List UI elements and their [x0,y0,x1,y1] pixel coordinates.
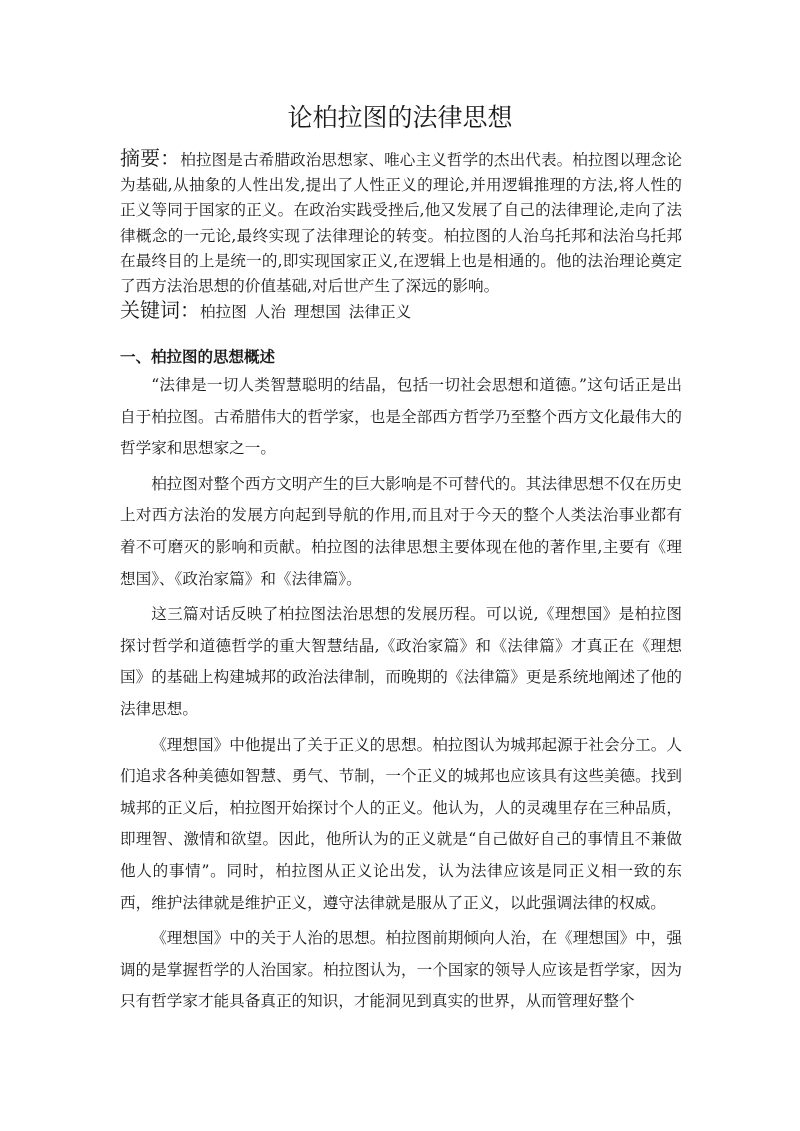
keyword-item: 理想国 [294,303,341,321]
document-title: 论柏拉图的法律思想 [287,103,513,132]
section-body [120,370,682,1022]
abstract-text: 柏拉图是古希腊政治思想家、唯心主义哲学的杰出代表。柏拉图以理念论为基础,从抽象的人性出发,提出了人性正义的理论,并用逻辑推理的方法,将人性的正义等同于国家的正义。在政治实践受挫后,他又发展了自己的法律理论,走向了法律概念的一元论,最终实现了法律理论的转变。柏拉图的人治乌托邦和法治乌托邦在最终目的上是统一的,即实现国家正义,在逻辑上也是相通的。他的法治理论奠定了西方法治思想的价值基础,对后世产生了深远的影响。 [120,151,682,296]
keyword-item: 柏拉图 [200,303,247,321]
abstract-label: 摘要： [120,146,181,170]
body-paragraph: 《理想国》中的关于人治的思想。柏拉图前期倾向人治，在《理想国》中，强调的是掌握哲学的人治国家。柏拉图认为，一个国家的领导人应该是哲学家，因为只有哲学家才能具备真正的知识，才能洞见到真实的世界，从而管理好整个 [120,929,682,1011]
body-paragraph: 这三篇对话反映了柏拉图法治思想的发展历程。可以说,《理想国》是柏拉图探讨哲学和道德哲学的重大智慧结晶,《政治家篇》和《法律篇》才真正在《理想国》的基础上构建城邦的政治法律制，而晚期的《法律篇》更是系统地阐述了他的法律思想。 [120,605,682,718]
body-paragraph: 《理想国》中他提出了关于正义的思想。柏拉图认为城邦起源于社会分工。人们追求各种美德如智慧、勇气、节制，一个正义的城邦也应该具有这些美德。找到城邦的正义后，柏拉图开始探讨个人的正义。他认为，人的灵魂里存在三种品质，即理智、激情和欲望。因此，他所认为的正义就是“自己做好自己的事情且不兼做他人的事情”。同时，柏拉图从正义论出发，认为法律应该是同正义相一致的东西，维护法律就是维护正义，遵守法律就是服从了正义，以此强调法律的权威。 [120,735,682,912]
keywords [120,296,682,326]
keywords-label: 关键词： [120,298,200,322]
body-paragraph: 柏拉图对整个西方文明产生的巨大影响是不可替代的。其法律思想不仅在历史上对西方法治的发展方向起到导航的作用,而且对于今天的整个人类法治事业都有着不可磨灭的影响和贡献。柏拉图的法律思想主要体现在他的著作里,主要有《理想国》、《政治家篇》和《法律篇》。 [120,474,682,588]
section-heading: 一、柏拉图的思想概述 [120,348,276,366]
abstract [120,146,682,299]
keyword-item: 法律正义 [348,303,412,321]
keyword-item: 人治 [254,303,286,321]
body-paragraph: “法律是一切人类智慧聪明的结晶，包括一切社会思想和道德。”这句话正是出自于柏拉图。古希腊伟大的哲学家，也是全部西方哲学乃至整个西方文化最伟大的哲学家和思想家之一。 [120,376,682,458]
